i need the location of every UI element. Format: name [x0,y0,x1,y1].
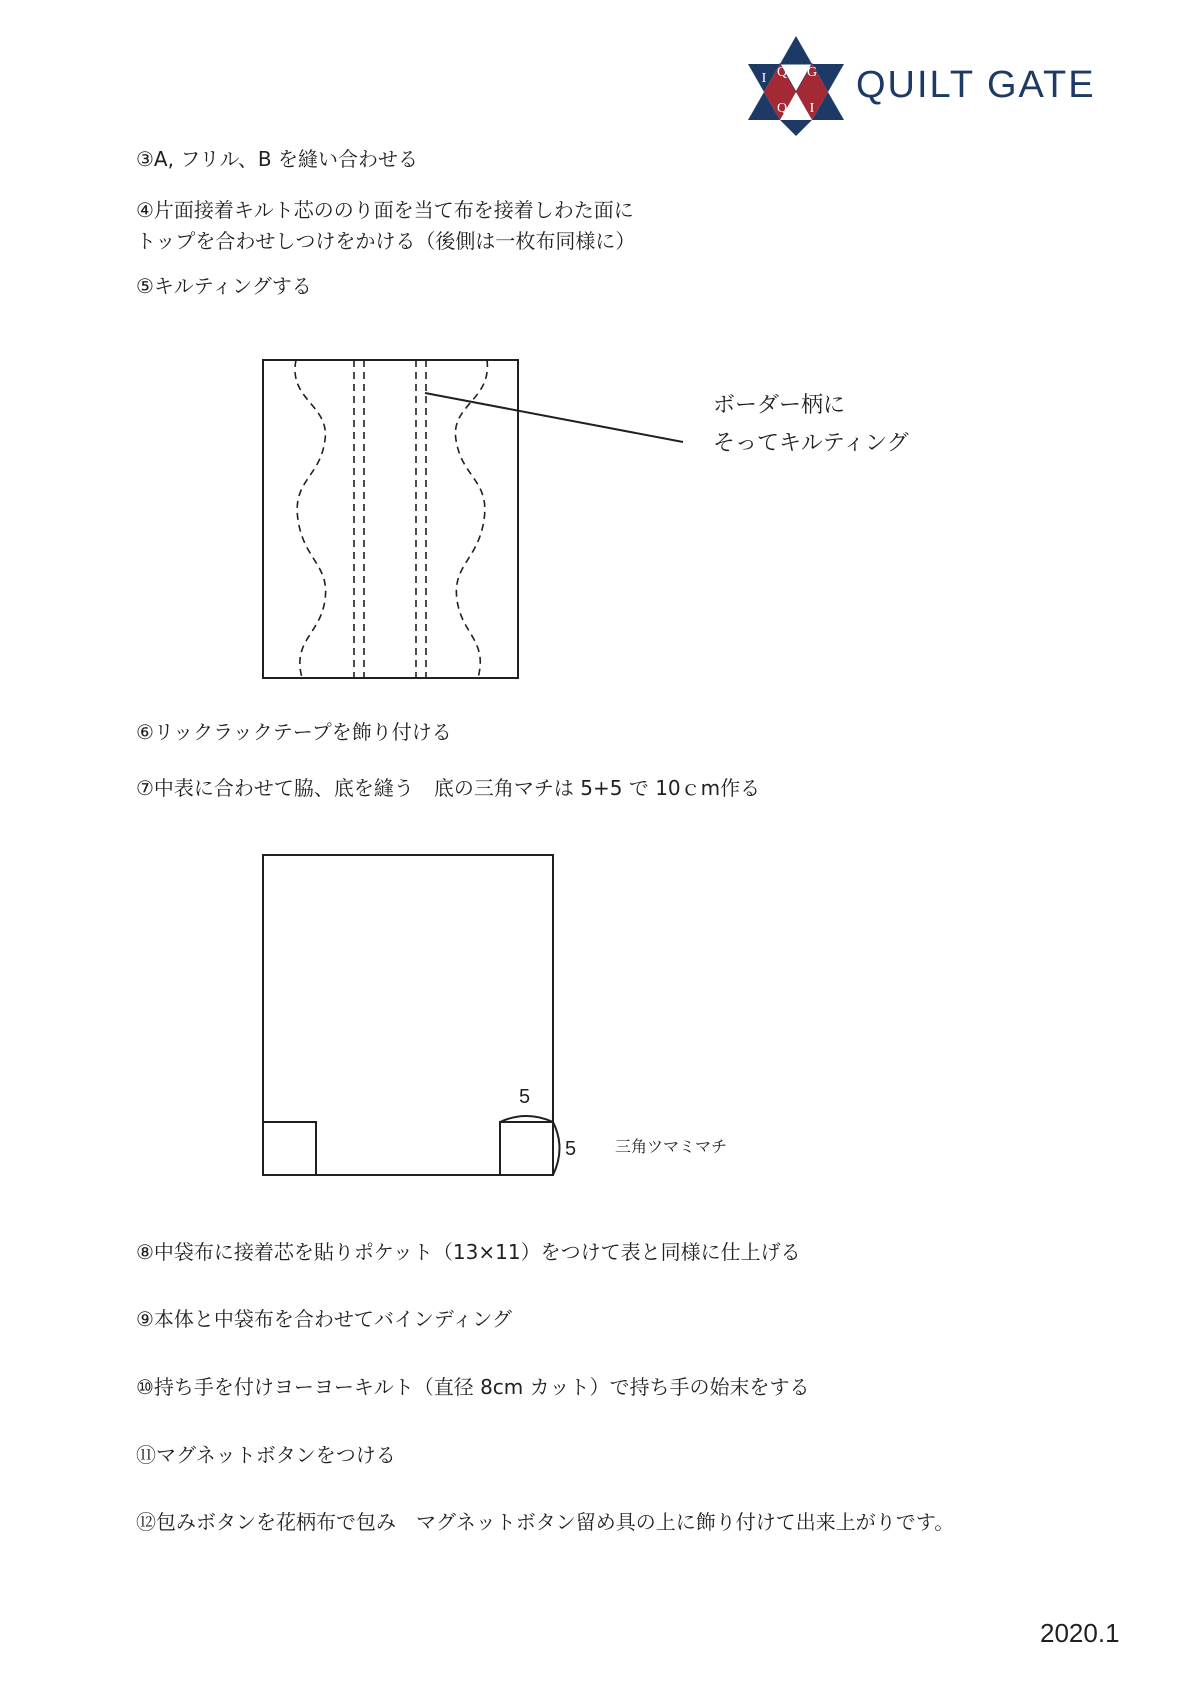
dimension-side: 5 [565,1138,577,1160]
annotation-line1: ボーダー柄に [713,393,846,418]
step-12: ⑫包みボタンを花柄布で包み マグネットボタン留め具の上に飾り付けて出来上がりです。 [136,1510,955,1534]
step-11: ⑪マグネットボタンをつける [136,1443,396,1467]
svg-text:I: I [761,71,767,86]
gusset-label: 三角ツマミマチ [615,1137,728,1156]
svg-text:Q: Q [776,65,788,80]
step-8: ⑧中袋布に接着芯を貼りポケット（13×11）をつけて表と同様に仕上げる [136,1240,801,1264]
annotation-line2: そってキルティング [713,431,909,456]
step-10: ⑩持ち手を付けヨーヨーキルト（直径 8cm カット）で持ち手の始末をする [136,1375,810,1399]
brand-name: QUILT GATE [856,64,1096,106]
step-3: ③A, フリル、B を縫い合わせる [136,147,419,171]
svg-text:I: I [809,101,815,116]
svg-text:Q: Q [776,101,788,116]
svg-text:G: G [806,65,818,80]
step-6: ⑥リックラックテープを飾り付ける [136,720,452,744]
step-7: ⑦中表に合わせて脇、底を縫う 底の三角マチは 5+5 で 10ｃm作る [136,776,761,800]
step-4-line1: ④片面接着キルト芯ののり面を当て布を接着しわた面に [136,198,634,222]
date: 2020.1 [1040,1618,1120,1648]
step-5: ⑤キルティングする [136,274,312,298]
step-4-line2: トップを合わせしつけをかける（後側は一枚布同様に） [136,229,636,253]
dimension-top: 5 [519,1086,531,1108]
step-9: ⑨本体と中袋布を合わせてバインディング [136,1307,512,1331]
